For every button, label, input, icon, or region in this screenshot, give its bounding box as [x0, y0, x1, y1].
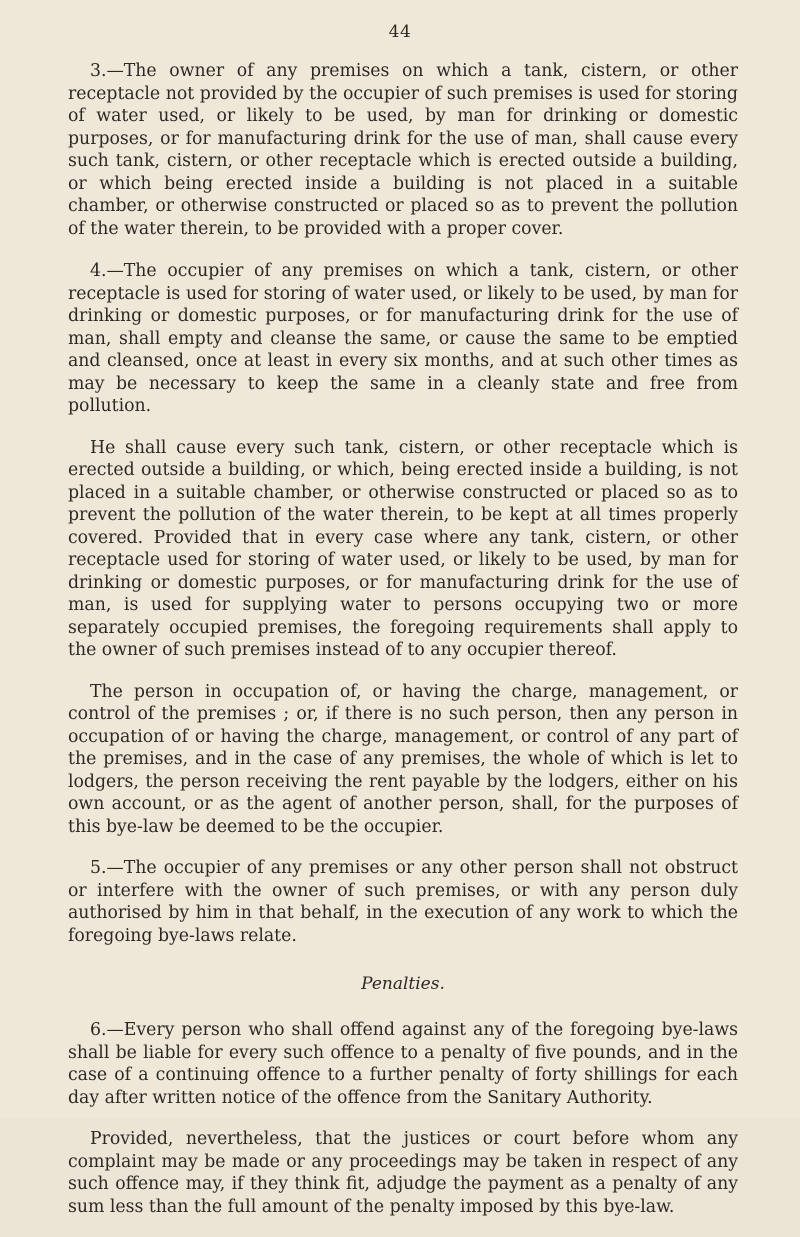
bye-law-6-paragraph: 6.—Every person who shall offend against any of the foregoing bye-laws shall be liable for every such offence to a penalty of five pounds, and in the case of a continuing offence to a further penalty of forty shillings for each day after written notice of the offence from the Sanitary Authority. — [68, 1020, 738, 1108]
cover-requirement-paragraph: He shall cause every such tank, cistern, or other receptacle which is erected outside a building, or which, being erected inside a building, is not placed in a suitable chamber, or otherwise constructed or placed so as to prevent the pollution of the water therein, to be kept at all times properly covered. Provided that in every case where any tank, cistern, or other receptacle used for storing of water used, or likely to be used, by man for drinking or domestic purposes, or for manufacturing drink for the use of man, is used for supplying water to persons occupying two or more separately occupied premises, the foregoing requirements shall apply to the owner of such premises instead of to any occupier thereof. — [68, 437, 738, 660]
bye-law-3-paragraph: 3.—The owner of any premises on which a tank, cistern, or other receptacle not provided by the occupier of such premises is used for storing of water used, or likely to be used, by man for drinking or domestic purposes, or for manufacturing drink for the use of man, shall cause every such tank, cistern, or other receptacle which is erected outside a building, or which being erected inside a building is not placed in a suitable chamber, or otherwise constructed or placed so as to prevent the pollution of the water therein, to be provided with a proper cover. — [68, 61, 738, 239]
proviso-paragraph: Provided, nevertheless, that the justices or court before whom any complaint may be made or any proceedings may be taken in respect of any such offence may, if they think fit, adjudge the payment as a penalty of any sum less than the full amount of the penalty imposed by this bye-law. — [68, 1129, 738, 1217]
bye-law-4-paragraph: 4.—The occupier of any premises on which a tank, cistern, or other receptacle is used for storing of water used, or likely to be used, by man for drinking or domestic purposes, or for manufacturing drink for the use of man, shall empty and cleanse the same, or cause the same to be emptied and cleansed, once at least in every six months, and at such other times as may be necessary to keep the same in a cleanly state and free from pollution. — [68, 261, 738, 416]
page-number: 44 — [388, 22, 412, 42]
occupier-definition-paragraph: The person in occupation of, or having the charge, management, or control of the premises ; or, if there is no such person, then any person in occupation of or having the charge, management, or control of any part of the premises, and in the case of any premises, the whole of which is let to lodgers, the person receiving the rent payable by the lodgers, either on his own account, or as the agent of another person, shall, for the purposes of this bye-law be deemed to be the occupier. — [68, 681, 738, 837]
page-body — [68, 60, 738, 1237]
penalties-heading: Penalties. — [361, 974, 445, 994]
bye-law-5-paragraph: 5.—The occupier of any premises or any other person shall not obstruct or interfere with the owner of such premises, or with any person duly authorised by him in that behalf, in the execution of any work to which the foregoing bye-laws relate. — [68, 858, 738, 946]
